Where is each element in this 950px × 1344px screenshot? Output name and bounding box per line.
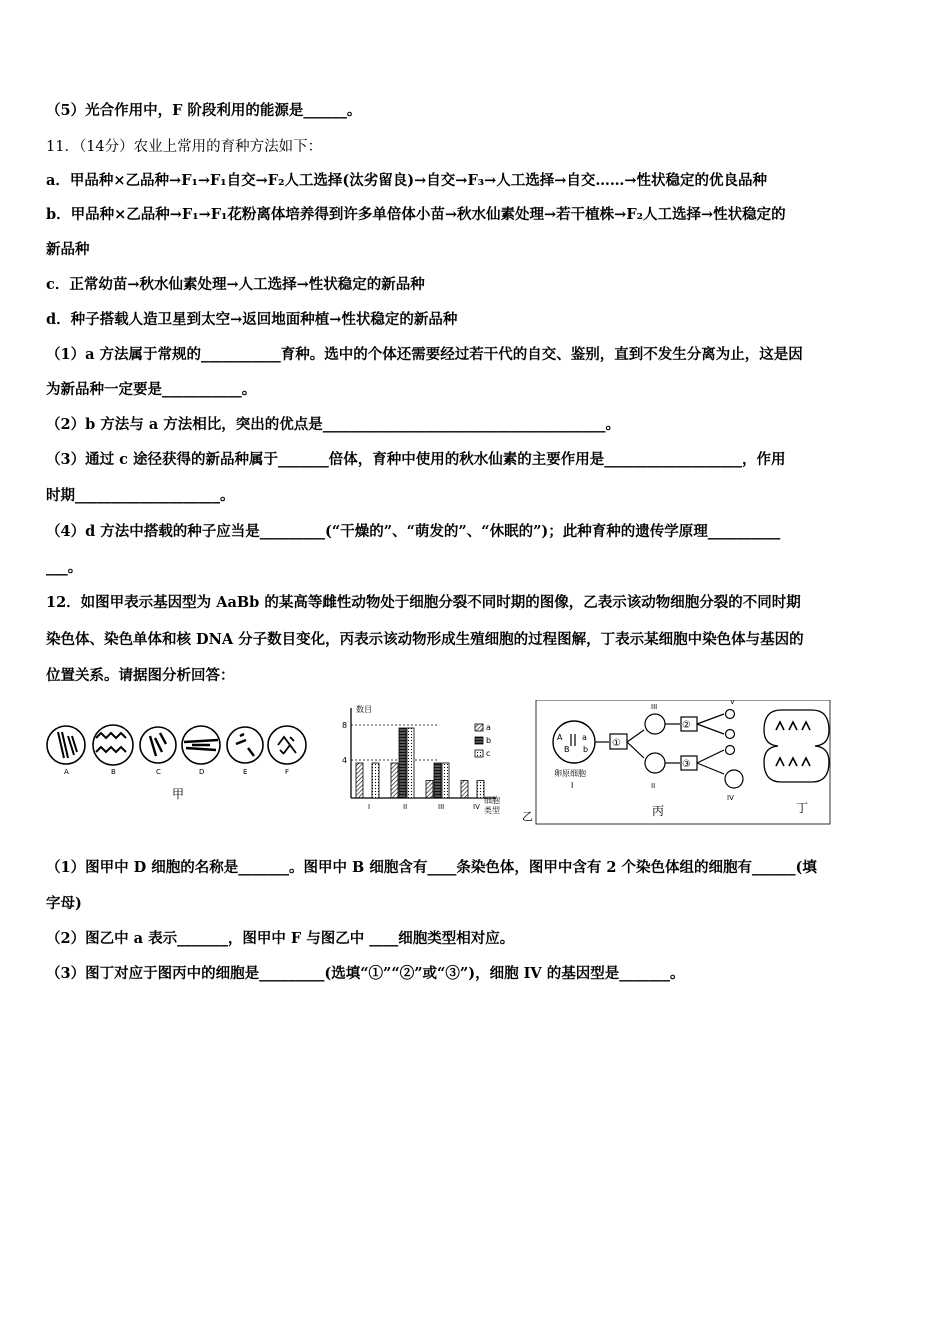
jia-cell-b (93, 725, 133, 765)
yi-bar-b-3 (434, 763, 441, 798)
question-12-intro-3: 位置关系。请据图分析回答： (46, 667, 235, 684)
bing-cell-3 (645, 714, 665, 734)
bing-caption: 丙 (652, 804, 665, 818)
question-10-5: （5）光合作用中，F 阶段利用的能源是______。 (46, 102, 362, 119)
bing-branch-1 (627, 730, 644, 758)
question-12-intro: 12．如图甲表示基因型为 AaBb 的某高等雌性动物处于细胞分裂不同时期的图像，乙表示该动物细胞分裂的不同时期 (46, 594, 801, 611)
jia-label-e: E (243, 768, 248, 776)
bing-step-1: ① (612, 738, 621, 749)
bing-egg (725, 770, 743, 788)
yi-caption: 乙 (522, 810, 533, 823)
question-11-3-cont: 时期____________________。 (46, 487, 235, 504)
jia-cell-f (268, 726, 306, 764)
jia-caption: 甲 (172, 787, 185, 801)
yi-bars (356, 728, 484, 798)
method-a: a．甲品种×乙品种→F₁→F₁自交→F₂人工选择(汰劣留良)→自交→F₃→人工选择→自交……→性状稳定的优良品种 (46, 172, 768, 189)
yi-cat-2: II (403, 803, 408, 811)
question-12-2: （2）图乙中 a 表示_______，图甲中 F 与图乙中 ____细胞类型相对应。 (46, 930, 515, 947)
bing-start-label: 卵原细胞 (554, 769, 586, 778)
bing-step-2: ② (682, 720, 691, 731)
yi-legend-swatch-c (475, 750, 483, 757)
yi-legend-swatch-a (475, 724, 483, 731)
figure-yi (342, 704, 533, 823)
yi-bar-c-2 (407, 728, 414, 798)
bing-gene-A: A (557, 733, 563, 742)
yi-xlabel-2: 类型 (484, 806, 500, 815)
yi-cat-3: III (438, 803, 445, 811)
yi-bar-a-3 (426, 781, 433, 799)
yi-tick-4: 4 (342, 756, 348, 765)
yi-bar-a-1 (356, 763, 363, 798)
bing-cell-1 (553, 721, 595, 763)
method-b: b．甲品种×乙品种→F₁→F₁花粉离体培养得到许多单倍体小苗→秋水仙素处理→若干植株→F₂人工选择→性状稳定的 (46, 206, 786, 223)
yi-tick-8: 8 (342, 721, 348, 730)
yi-bar-c-3 (442, 763, 449, 798)
figure-jia (47, 725, 306, 801)
question-11-4-cont: ___。 (46, 559, 83, 576)
question-11-1-cont: 为新品种一定要是___________。 (46, 381, 257, 398)
bing-chromosome (571, 734, 575, 746)
figure-ding (764, 710, 829, 815)
question-12-1-cont: 字母) (46, 895, 82, 912)
jia-label-a: A (64, 768, 69, 776)
ding-cell-outline (764, 710, 829, 782)
yi-xlabel-1: 细胞 (484, 796, 500, 805)
question-11-header: 11．（14分）农业上常用的育种方法如下： (46, 139, 323, 155)
question-12-intro-2: 染色体、染色单体和核 DNA 分子数目变化，丙表示该动物形成生殖细胞的过程图解，丁表示某细胞中染色体与基因的 (46, 631, 804, 648)
ding-chromosomes (776, 722, 810, 766)
jia-label-b: B (111, 768, 116, 776)
method-d: d．种子搭载人造卫星到太空→返回地面种植→性状稳定的新品种 (46, 311, 458, 328)
jia-label-f: F (285, 768, 290, 776)
bing-polar-1 (726, 710, 735, 719)
yi-cat-4: IV (473, 803, 480, 811)
jia-cell-c (140, 727, 176, 763)
yi-legend-a: a (486, 723, 491, 732)
yi-bar-a-4 (461, 781, 468, 799)
yi-legend-c: c (486, 749, 491, 758)
figure-bing (536, 700, 830, 824)
bing-gene-a: a (582, 733, 587, 742)
jia-cell-a (47, 726, 85, 764)
yi-bar-a-2 (391, 763, 398, 798)
bing-polar-3 (726, 746, 735, 755)
bing-cell-2 (645, 753, 665, 773)
bing-roman-2: II (651, 782, 656, 790)
yi-legend-swatch-b (475, 737, 483, 744)
jia-cell-e (227, 727, 263, 763)
bing-branch-2 (697, 714, 724, 774)
figure-panel (44, 700, 834, 826)
question-11-1: （1）a 方法属于常规的___________育种。选中的个体还需要经过若干代的自交、鉴别，直到不发生分离为止，这是因 (46, 346, 803, 363)
question-11-3: （3）通过 c 途径获得的新品种属于_______倍体，育种中使用的秋水仙素的主要作用是___________________，作用 (46, 451, 786, 468)
jia-label-c: C (156, 768, 161, 776)
yi-legend-b: b (486, 736, 492, 745)
jia-label-d: D (199, 768, 205, 776)
yi-bar-c-1 (372, 763, 379, 798)
question-12-3: （3）图丁对应于图丙中的细胞是_________(选填“①”“②”或“③”)，细胞 IV 的基因型是_______。 (46, 965, 685, 982)
yi-ylabel: 数目 (356, 705, 372, 714)
yi-cat-1: I (368, 803, 371, 811)
bing-gene-B: B (564, 745, 570, 754)
method-b-cont: 新品种 (46, 241, 90, 258)
question-12-1: （1）图甲中 D 细胞的名称是_______。图甲中 B 细胞含有____条染色体，图甲中含有 2 个染色体组的细胞有______(填 (46, 859, 817, 876)
ding-caption: 丁 (796, 801, 809, 815)
bing-step-3: ③ (682, 759, 691, 770)
yi-bar-b-2 (399, 728, 406, 798)
bing-roman-1: I (571, 781, 574, 790)
bing-roman-5: V (730, 700, 735, 706)
yi-bar-c-4 (477, 781, 484, 799)
method-c: c．正常幼苗→秋水仙素处理→人工选择→性状稳定的新品种 (46, 276, 425, 293)
jia-cell-d (182, 726, 220, 764)
question-11-2: （2）b 方法与 a 方法相比，突出的优点是_______________________________________。 (46, 416, 621, 433)
figure-svg (44, 700, 834, 826)
bing-roman-3: III (651, 703, 658, 711)
bing-roman-4: IV (727, 794, 734, 802)
bing-polar-2 (726, 730, 735, 739)
question-11-4: （4）d 方法中搭载的种子应当是_________(“干燥的”、“萌发的”、“休眠的”)；此种育种的遗传学原理__________ (46, 523, 781, 540)
bing-gene-b: b (583, 745, 589, 754)
